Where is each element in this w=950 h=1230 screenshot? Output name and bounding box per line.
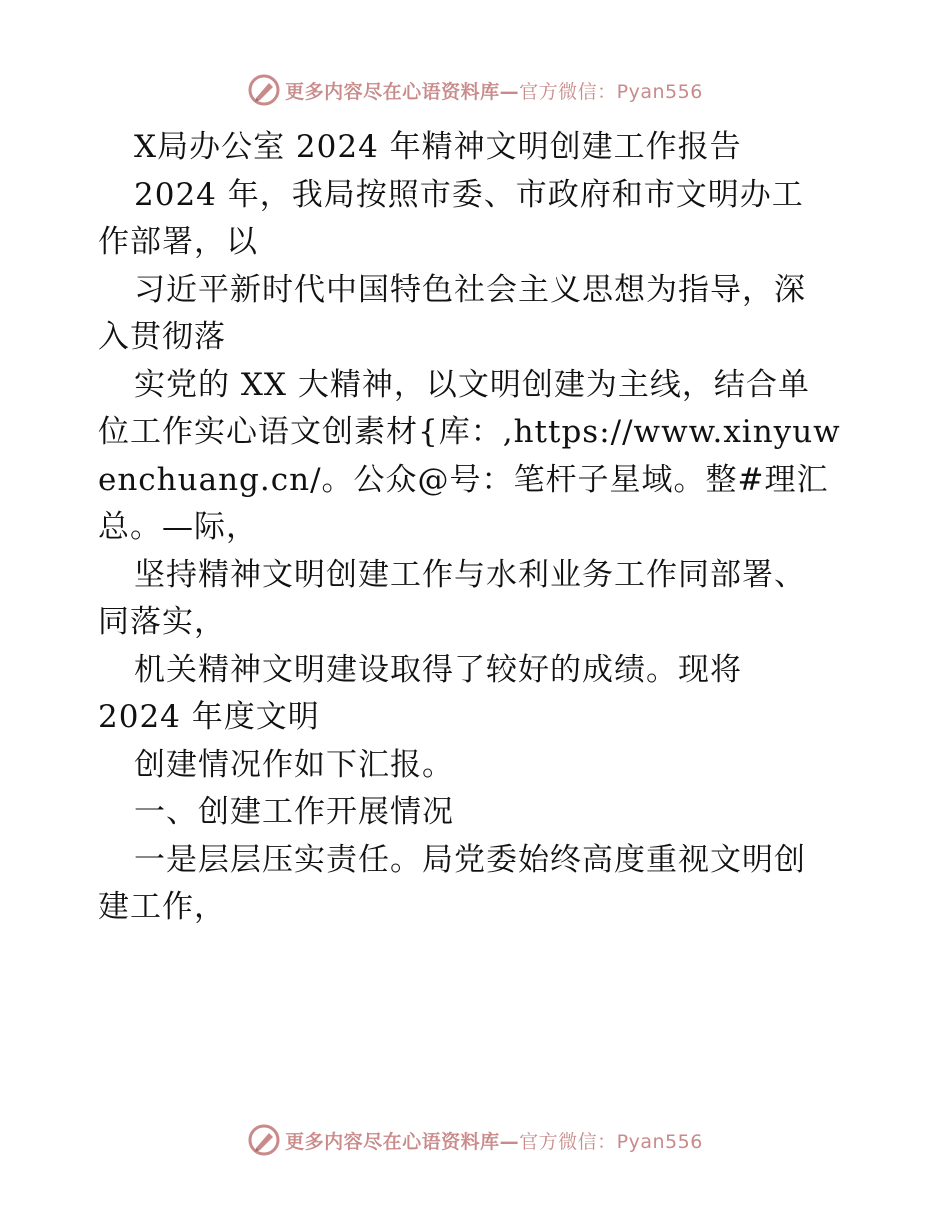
doc-line: 2024 年，我局按照市委、市政府和市文明办工 [134, 176, 804, 213]
section-heading: 一、创建工作开展情况 [134, 794, 454, 830]
doc-line: 位工作实心语文创素材{库：,https://www.xinyuw [98, 414, 841, 450]
pen-logo-icon [247, 73, 281, 107]
doc-line: 机关精神文明建设取得了较好的成绩。现将 [134, 651, 742, 688]
doc-line: 作部署，以 [98, 224, 258, 260]
doc-line: 创建情况作如下汇报。 [134, 746, 454, 783]
doc-line: 坚持精神文明创建工作与水利业务工作同部署、 [134, 556, 806, 593]
doc-title: X局办公室 2024 年精神文明创建工作报告 [134, 129, 742, 165]
banner-wechat: 官方微信：Pyan556 [519, 80, 703, 103]
doc-line: 入贯彻落 [98, 319, 226, 355]
doc-line: 总。—际， [98, 509, 258, 545]
footer-banner [0, 1120, 950, 1160]
doc-line: 习近平新时代中国特色社会主义思想为指导，深 [134, 271, 806, 308]
header-banner [0, 70, 950, 110]
document-body [98, 124, 858, 932]
banner-text: 更多内容尽在心语资料库—官方微信：Pyan556 [285, 80, 703, 103]
doc-line: 实党的 XX 大精神，以文明创建为主线，结合单 [134, 366, 810, 403]
banner-text: 更多内容尽在心语资料库—官方微信：Pyan556 [285, 1130, 703, 1153]
pen-logo-icon [247, 1123, 281, 1157]
doc-line: 一是层层压实责任。局党委始终高度重视文明创 [134, 841, 806, 878]
doc-line: enchuang.cn/。公众@号：笔杆子星域。整#理汇 [98, 461, 829, 498]
banner-wechat: 官方微信：Pyan556 [519, 1130, 703, 1153]
doc-line: 建工作， [98, 889, 226, 925]
doc-line: 同落实， [98, 604, 226, 640]
doc-line: 2024 年度文明 [98, 699, 320, 735]
